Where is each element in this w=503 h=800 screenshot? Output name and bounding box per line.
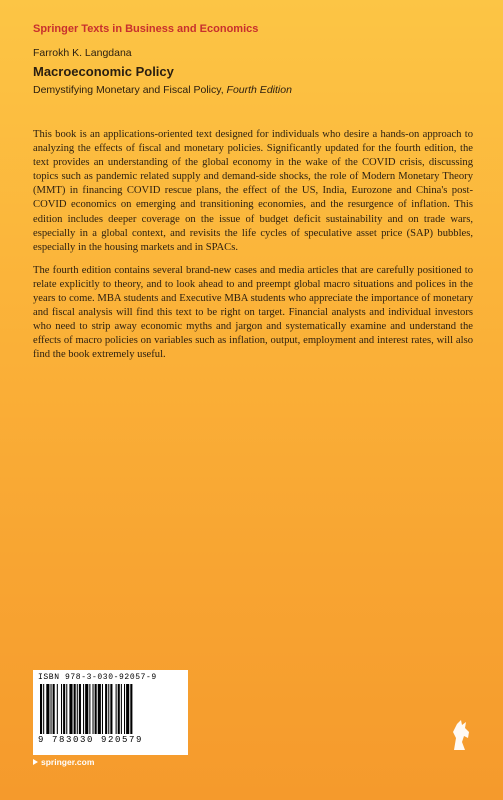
blurb-paragraph-2: The fourth edition contains several brand-new cases and media articles that are carefully positioned to relate explicitly to theory, and to look ahead to and preempt global macro situations and polices in the years to come. MBA students and Executive MBA students who appreciate the importance of monetary and fiscal analysis will find this text to be right on target. Financial analysts and individual investors who need to strip away economic myths and jargon and systematically examine and understand the effects of macro policies on variables such as inflation, output, employment and interest rates, will also find the book extremely useful. xyxy=(33,264,473,361)
author-name: Farrokh K. Langdana xyxy=(33,47,132,59)
series-name: Springer Texts in Business and Economics xyxy=(33,23,259,35)
barcode-bar xyxy=(126,684,129,734)
barcode-bar xyxy=(89,684,90,734)
barcode-bar xyxy=(130,684,132,734)
barcode-bar xyxy=(85,684,88,734)
barcode-number: 9 783030 920579 xyxy=(38,735,144,745)
barcode-bar xyxy=(124,684,125,734)
barcode-bar xyxy=(43,684,44,734)
barcode-bar xyxy=(63,684,65,734)
barcode-bar xyxy=(118,684,120,734)
isbn-label: ISBN 978-3-030-92057-9 xyxy=(38,673,157,682)
barcode-bar xyxy=(57,684,58,734)
arrow-right-icon xyxy=(33,759,38,765)
barcode-bar xyxy=(61,684,62,734)
springer-website-link[interactable] xyxy=(33,757,94,767)
book-subtitle xyxy=(33,84,292,96)
subtitle-main: Demystifying Monetary and Fiscal Policy, xyxy=(33,84,227,96)
subtitle-edition: Fourth Edition xyxy=(226,84,292,96)
barcode-bar xyxy=(108,684,109,734)
book-title: Macroeconomic Policy xyxy=(33,64,174,79)
barcode-bar xyxy=(79,684,81,734)
barcode-bar xyxy=(121,684,122,734)
barcode-bar xyxy=(93,684,94,734)
barcode-bar xyxy=(83,684,84,734)
barcode-bar xyxy=(74,684,76,734)
barcode-bar xyxy=(95,684,97,734)
barcode-bar xyxy=(98,684,101,734)
barcode-bar xyxy=(69,684,72,734)
barcode-bar xyxy=(46,684,49,734)
barcode-bar xyxy=(105,684,107,734)
springer-horse-logo-icon xyxy=(450,718,472,752)
barcode-bar xyxy=(102,684,103,734)
website-label: springer.com xyxy=(41,757,95,767)
barcode-box xyxy=(33,670,188,755)
blurb xyxy=(33,128,473,372)
barcode-bar xyxy=(53,684,55,734)
blurb-paragraph-1: This book is an applications-oriented text designed for individuals who desire a hands-on approach to analyzing the effects of fiscal and monetary policies. Significantly updated for the fourth edition, the text provides an understanding of the global economy in the wake of the COVID crisis, discussing topics such as pandemic related supply and demand-side shocks, the role of Modern Monetary Theory (MMT) in financing COVID rescue plans, the effect of the US, India, Eurozone and China's post-COVID economics on emerging and transitioning economies, and the resurgence of inflation. This edition includes deeper coverage on the issue of budget deficit sustainability and on trade wars, especially in a global context, and revisits the life cycles of speculative asset price (SAP) bubbles, especially in the housing markets and in SPACs. xyxy=(33,129,473,253)
barcode-bar xyxy=(110,684,112,734)
barcode-bar xyxy=(40,684,42,734)
barcode-bar xyxy=(51,684,52,734)
barcode-bar xyxy=(116,684,117,734)
barcode-bar xyxy=(66,684,67,734)
barcode-bar xyxy=(77,684,78,734)
barcode-icon xyxy=(38,684,183,734)
